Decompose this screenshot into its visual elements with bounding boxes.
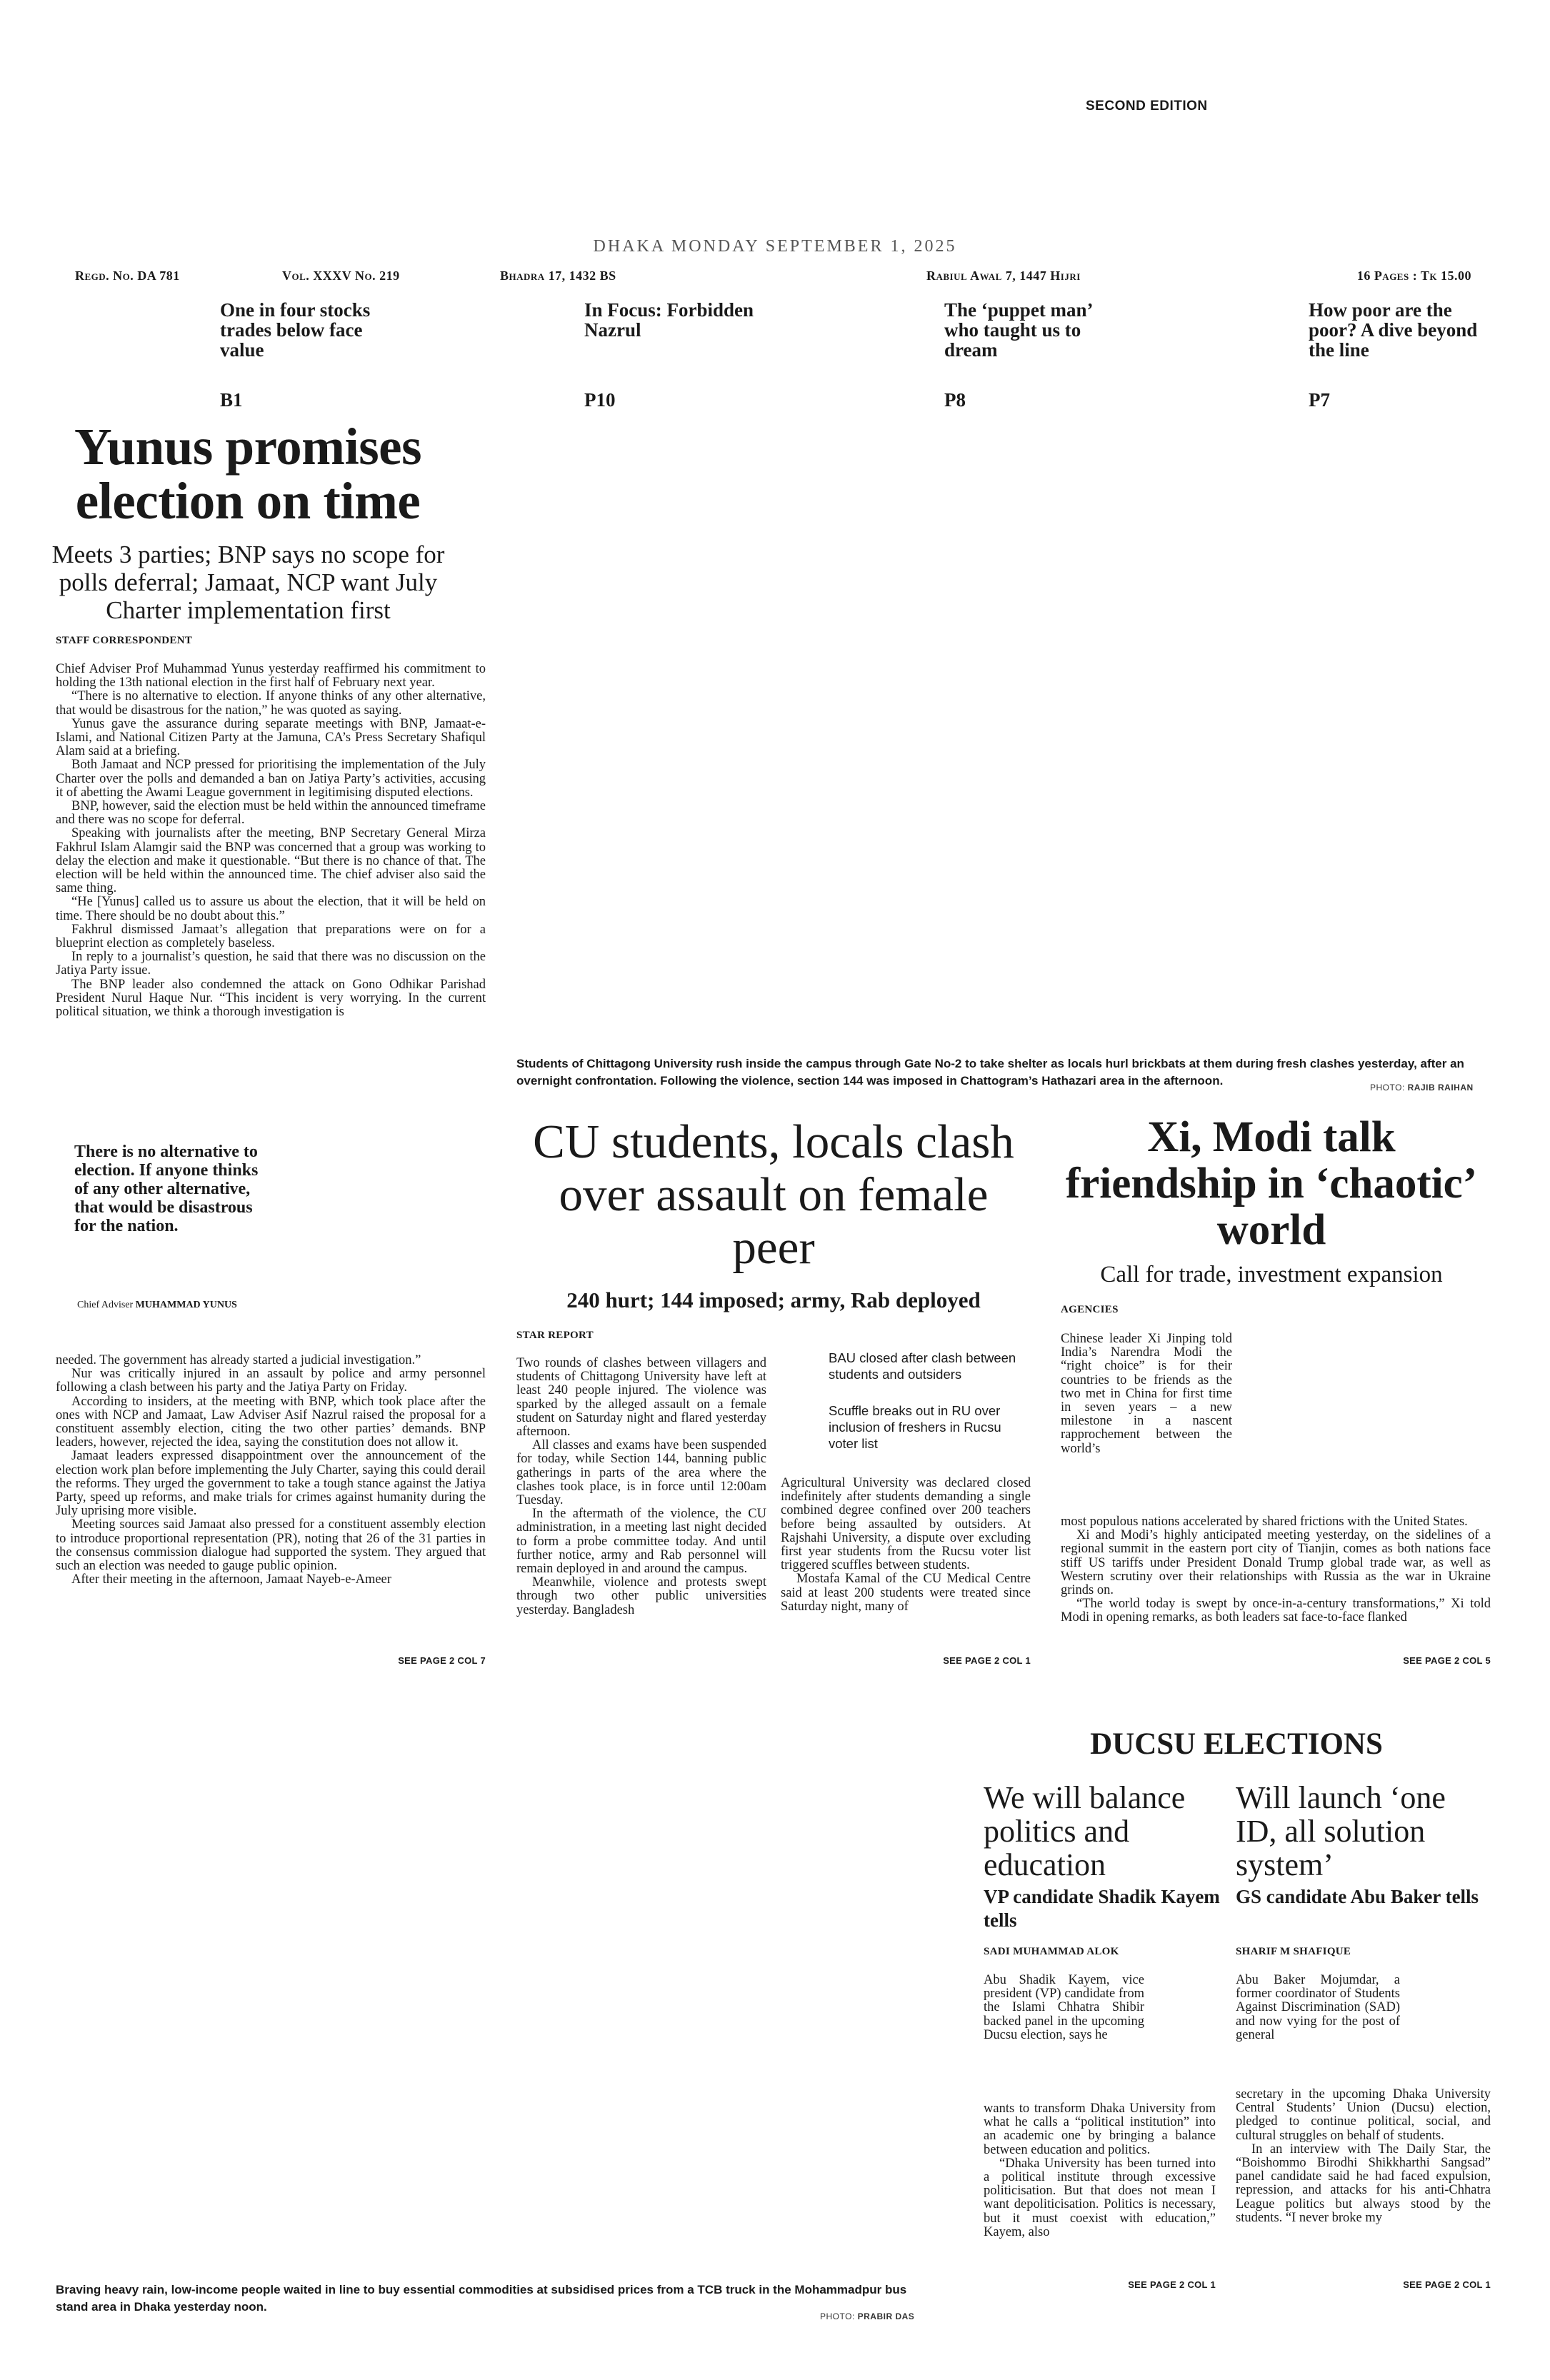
paragraph: Jamaat leaders expressed disappointment over the announcement of the election work plan before implementing the July Charter, saying this could derail the reforms. They urged the government to take a tough stance against the Jatiya Party, speed up reforms, and make trials for crimes against humanity during the July uprising more visible.	[56, 1449, 486, 1519]
paragraph: “He [Yunus] called us to assure us about the election, that it will be held on time. There should be no doubt about this.”	[56, 895, 486, 923]
cu-byline: STAR REPORT	[516, 1330, 594, 1341]
ducsu-right-body-wide	[1236, 2088, 1491, 2225]
paragraph: In an interview with The Daily Star, the “Boishommo Birodhi Shikkharthi Sangsad” panel candidate said he had faced expulsion, repression, and attacks for his anti-Chhatra League politics but always stood by the students. “I never broke my	[1236, 2142, 1491, 2225]
lead-continuation-link[interactable]: SEE PAGE 2 COL 7	[398, 1655, 486, 1666]
ducsu-right-byline: SHARIF M SHAFIQUE	[1236, 1946, 1351, 1957]
xi-body-wide	[1061, 1515, 1491, 1625]
volume-number: Vol. XXXV No. 219	[282, 268, 400, 283]
teaser-page: P7	[1309, 389, 1330, 411]
page-count-price: 16 Pages : Tk 15.00	[1356, 268, 1471, 283]
credit-label: PHOTO:	[1370, 1083, 1405, 1093]
ducsu-right-body-narrow	[1236, 1974, 1400, 2042]
hijri-date: Rabiul Awal 7, 1447 Hijri	[926, 268, 1081, 283]
paragraph: Yunus gave the assurance during separate meetings with BNP, Jamaat-e-Islami, and National Citizen Party at the Jamuna, CA’s Press Secretary Shafiqul Alam said at a briefing.	[56, 716, 486, 759]
xi-continuation-link[interactable]: SEE PAGE 2 COL 5	[1403, 1655, 1491, 1666]
lead-byline: STAFF CORRESPONDENT	[56, 635, 193, 646]
paragraph: Both Jamaat and NCP pressed for prioritising the implementation of the July Charter over the polls and demanded a ban on Jatiya Party’s activities, accusing it of abetting the Awami League government in legitimising disputed elections.	[56, 758, 486, 800]
paragraph: “There is no alternative to election. If anyone thinks of any other alternative, that would be disastrous for the nation,” he was quoted as saying.	[56, 689, 486, 718]
paragraph: Speaking with journalists after the meeting, BNP Secretary General Mirza Fakhrul Islam Alamgir said the BNP was concerned that a group was working to delay the election and make it questionable. “But there is no chance of that. The election will be held within the announced time. The chief adviser also said the same thing.	[56, 826, 486, 896]
paragraph: Fakhrul dismissed Jamaat’s allegation that preparations were on for a blueprint election as completely baseless.	[56, 922, 486, 951]
ducsu-section-label: DUCSU ELECTIONS	[1090, 1727, 1383, 1761]
bottom-photo-credit	[820, 2311, 914, 2321]
paragraph: According to insiders, at the meeting with BNP, which took place after the ones with NCP and Jamaat, Law Adviser Asif Nazrul raised the proposal for a constituent assembly election, citing the two other parties’ demands. BNP leaders, however, rejected the idea, saying the constitution does not allow it.	[56, 1394, 486, 1450]
ducsu-left-body-wide	[984, 2102, 1216, 2239]
paragraph: Nur was critically injured in an assault by police and army personnel following a clash between his party and the Jatiya Party on Friday.	[56, 1367, 486, 1395]
teaser-title[interactable]: The ‘puppet man’ who taught us to dream	[944, 299, 1092, 361]
bottom-photo-caption: Braving heavy rain, low-income people waited in line to buy essential commodities at subsidised prices from a TCB truck in the Mohammadpur bus stand area in Dhaka yesterday noon.	[56, 2283, 907, 2314]
paragraph: “Dhaka University has been turned into a political institute through excessive politicisation. But that does not mean I want depoliticisation. Politics is necessary, but it must coexist with education,” Kayem, also	[984, 2156, 1216, 2239]
credit-name: RAJIB RAIHAN	[1407, 1083, 1474, 1093]
lead-body-top	[56, 663, 486, 1019]
xi-byline: AGENCIES	[1061, 1304, 1119, 1315]
related-link-bau[interactable]: BAU closed after clash between students and outsiders	[829, 1350, 1016, 1382]
paragraph: Chief Adviser Prof Muhammad Yunus yesterday reaffirmed his commitment to holding the 13th national election in the first half of February next year.	[56, 662, 486, 691]
paragraph: The BNP leader also condemned the attack on Gono Odhikar Parishad President Nurul Haque Nur. “This incident is very worrying. In the current political situation, we think a thorough investigation is	[56, 977, 486, 1020]
xi-body-narrow	[1061, 1332, 1232, 1456]
teaser-title[interactable]: In Focus: Forbidden Nazrul	[584, 299, 754, 341]
top-photo-credit	[1370, 1083, 1474, 1093]
paragraph: Meeting sources said Jamaat also pressed for a constituent assembly election to introduce proportional representation (PR), noting that 26 of the 31 parties in the consensus commission dialogue had supported the system. They argued that such an election was needed to gauge public opinion.	[56, 1517, 486, 1574]
paragraph: needed. The government has already started a judicial investigation.”	[56, 1353, 421, 1367]
credit-label: PHOTO:	[820, 2311, 855, 2321]
cu-continuation-link[interactable]: SEE PAGE 2 COL 1	[943, 1655, 1031, 1666]
ducsu-left-continuation-link[interactable]: SEE PAGE 2 COL 1	[1128, 2279, 1216, 2290]
paragraph: After their meeting in the afternoon, Jamaat Nayeb-e-Ameer	[71, 1572, 391, 1587]
pull-quote-attribution	[77, 1300, 237, 1311]
cu-body-col2	[781, 1477, 1031, 1614]
cu-deck: 240 hurt; 144 imposed; army, Rab deployed	[566, 1287, 981, 1312]
dateline: DHAKA MONDAY SEPTEMBER 1, 2025	[593, 237, 957, 256]
teaser-title[interactable]: One in four stocks trades below face value	[220, 299, 371, 361]
paragraph: Abu Baker Mojumdar, a former coordinator of Students Against Discrimination (SAD) and now vying for the post of general	[1236, 1973, 1400, 2042]
paragraph: Agricultural University was declared closed indefinitely after students demanding a single combined degree confined over 200 teachers before being assaulted by outsiders. At Rajshahi University, a dispute over excluding first year students from the Rucsu voter list triggered scuffles between students.	[781, 1476, 1031, 1573]
teaser-page: P8	[944, 389, 966, 411]
paragraph: wants to transform Dhaka University from what he calls a “political institution” into an academic one by bringing a balance between education and politics.	[984, 2102, 1216, 2157]
xi-deck: Call for trade, investment expansion	[1100, 1262, 1443, 1287]
teaser-title[interactable]: How poor are the poor? A dive beyond the line	[1309, 299, 1478, 361]
related-link-ru[interactable]: Scuffle breaks out in RU over inclusion of freshers in Rucsu voter list	[829, 1403, 1001, 1451]
lead-headline: Yunus promises election on time	[74, 418, 421, 530]
ducsu-right-deck: GS candidate Abu Baker tells	[1236, 1886, 1479, 1907]
pull-quote: There is no alternative to election. If anyone thinks of any other alternative, that would be disastrous for the nation.	[74, 1143, 259, 1235]
quote-role: Chief Adviser	[77, 1300, 134, 1310]
top-photo-caption: Students of Chittagong University rush inside the campus through Gate No-2 to take shelter as locals hurl brickbats at them during fresh clashes yesterday, after an overnight confrontation. Following the violence, section 144 was imposed in Chattogram’s Hathazari area in the afternoon.	[516, 1057, 1464, 1088]
paragraph: most populous nations accelerated by shared frictions with the United States.	[1061, 1515, 1468, 1529]
paragraph: Xi and Modi’s highly anticipated meeting yesterday, on the sidelines of a regional summit in the eastern port city of Tianjin, comes as both nations face stiff US tariffs under President Donald Trump global trade war, as well as Western scrutiny over their relationships with Russia as the war in Ukraine grinds on.	[1061, 1528, 1491, 1598]
cu-headline: CU students, locals clash over assault on female peer	[533, 1115, 1014, 1274]
paragraph: Meanwhile, violence and protests swept through two other public universities yesterday. Bangladesh	[516, 1575, 766, 1617]
cu-body-col1	[516, 1357, 766, 1617]
teaser-page: P10	[584, 389, 616, 411]
lead-body-bottom	[56, 1354, 486, 1587]
ducsu-right-headline: Will launch ‘one ID, all solution system’	[1236, 1780, 1446, 1882]
paragraph: Two rounds of clashes between villagers and students of Chittagong University have left at least 240 people injured. The violence was sparked by the alleged assault on a female student on Saturday night and flared yesterday afternoon.	[516, 1356, 766, 1440]
xi-headline: Xi, Modi talk friendship in ‘chaotic’ world	[1065, 1113, 1478, 1254]
paragraph: “The world today is swept by once-in-a-century transformations,” Xi told Modi in opening remarks, as both leaders sat face-to-face flanked	[1061, 1597, 1491, 1625]
paragraph: Mostafa Kamal of the CU Medical Centre said at least 200 students were treated since Saturday night, many of	[781, 1572, 1031, 1614]
ducsu-left-byline: SADI MUHAMMAD ALOK	[984, 1946, 1119, 1957]
paragraph: All classes and exams have been suspended for today, while Section 144, banning public gatherings in parts of the area where the clashes took place, is in force until 12:00am Tuesday.	[516, 1438, 766, 1508]
paragraph: Abu Shadik Kayem, vice president (VP) candidate from the Islami Chhatra Shibir backed panel in the upcoming Ducsu election, says he	[984, 1973, 1144, 2042]
ducsu-right-continuation-link[interactable]: SEE PAGE 2 COL 1	[1403, 2279, 1491, 2290]
ducsu-left-deck: VP candidate Shadik Kayem tells	[984, 1886, 1220, 1931]
paragraph: BNP, however, said the election must be held within the announced timeframe and there was no scope for deferral.	[56, 799, 486, 828]
ducsu-left-headline: We will balance politics and education	[984, 1780, 1186, 1882]
regd-number: Regd. No. DA 781	[75, 268, 180, 283]
credit-name: PRABIR DAS	[857, 2311, 915, 2321]
teaser-page: B1	[220, 389, 243, 411]
lead-deck: Meets 3 parties; BNP says no scope for polls deferral; Jamaat, NCP want July Charter implementation first	[51, 541, 445, 624]
bengali-date: Bhadra 17, 1432 BS	[500, 268, 616, 283]
paragraph: secretary in the upcoming Dhaka University Central Students’ Union (Ducsu) election, pledged to continue political, social, and cultural struggles on behalf of students.	[1236, 2087, 1491, 2143]
quote-name: MUHAMMAD YUNUS	[135, 1300, 237, 1310]
paragraph: In the aftermath of the violence, the CU administration, in a meeting last night decided to form a probe committee today. And until further notice, army and Rab personnel will remain deployed in and around the campus.	[516, 1507, 766, 1577]
paragraph: Chinese leader Xi Jinping told India’s Narendra Modi the “right choice” is for their countries to be friends as the two met in China for first time in seven years – a new milestone in a nascent rapprochement between the world’s	[1061, 1332, 1232, 1456]
paragraph: In reply to a journalist’s question, he said that there was no discussion on the Jatiya Party issue.	[56, 950, 486, 978]
edition-label: SECOND EDITION	[1086, 99, 1208, 114]
ducsu-left-body-narrow	[984, 1974, 1144, 2042]
